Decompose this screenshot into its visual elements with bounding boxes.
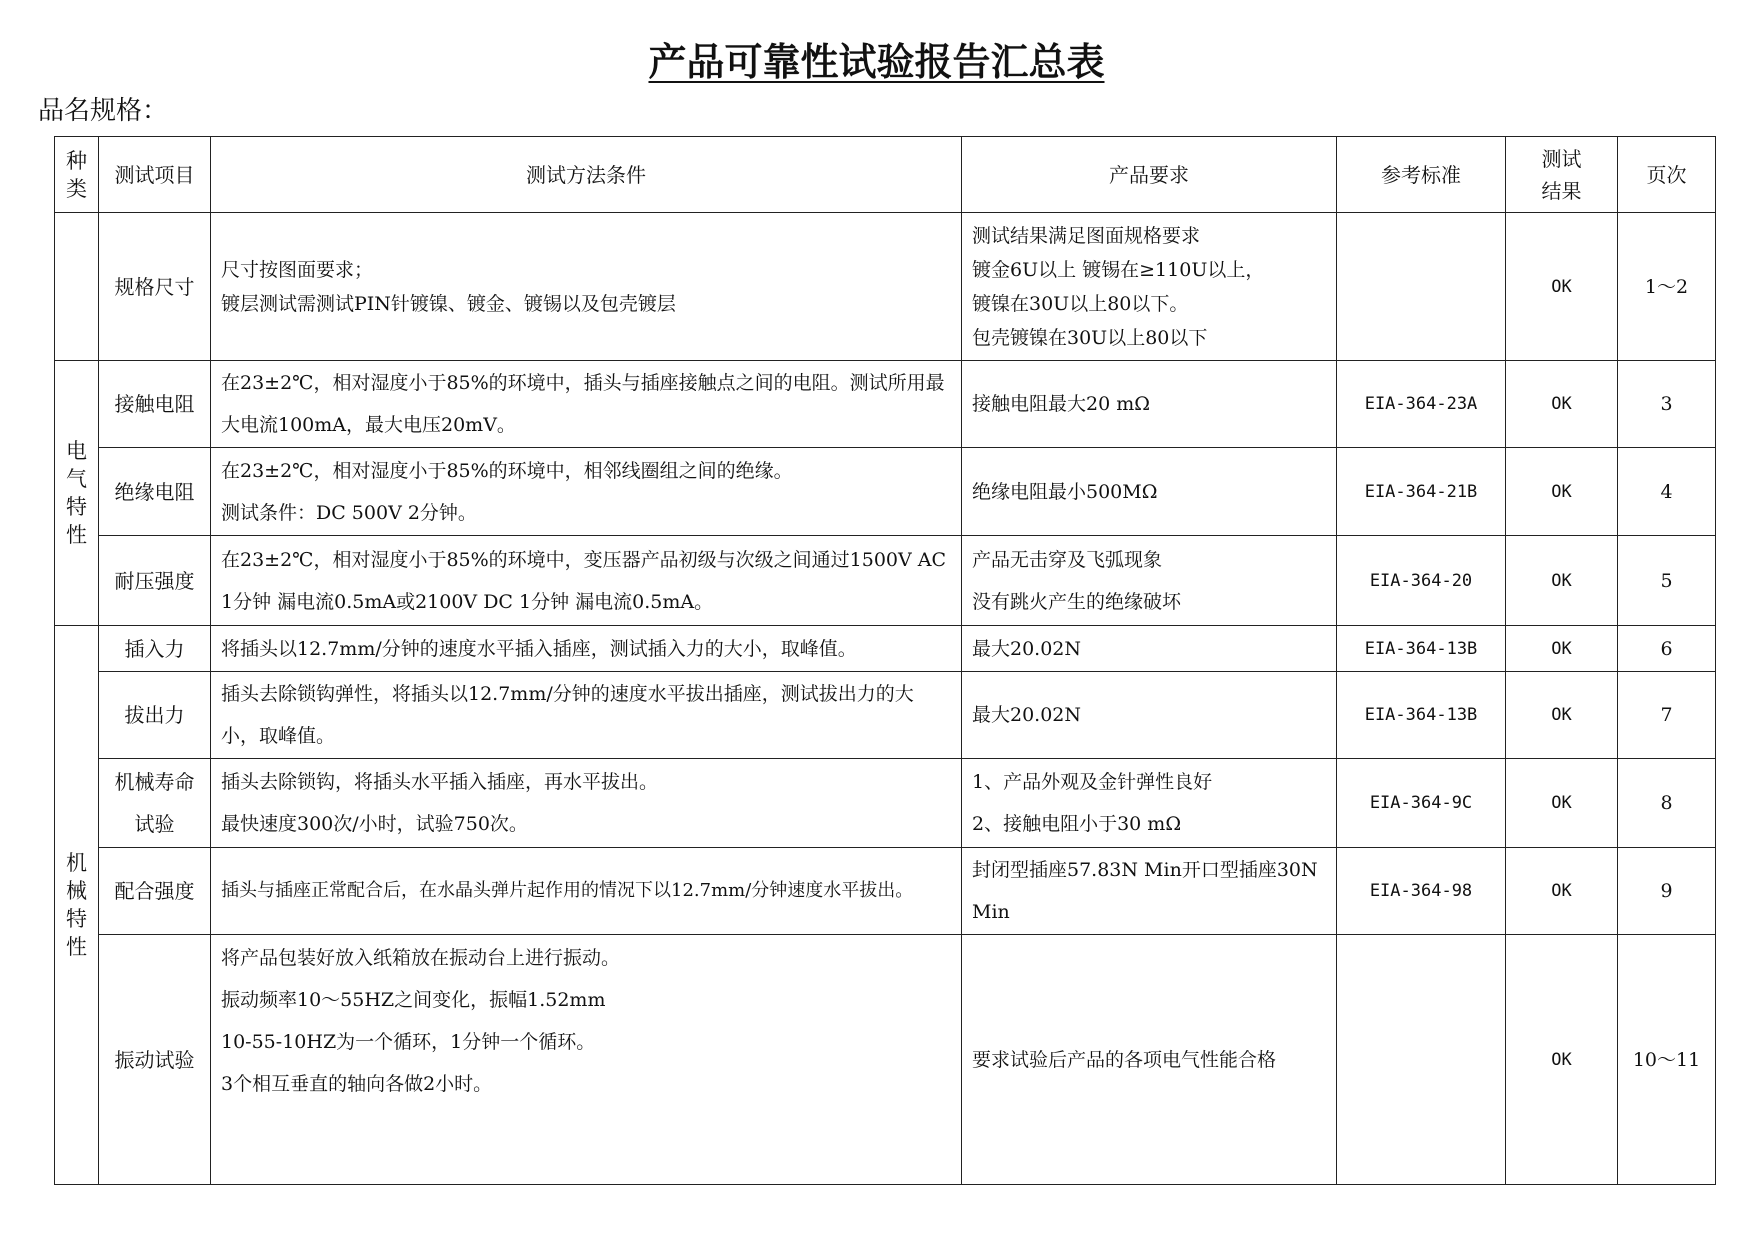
test-method: 在23±2℃，相对湿度小于85%的环境中，相邻线圈组之间的绝缘。 测试条件：DC 500V 2分钟。 <box>211 448 962 536</box>
test-result: OK <box>1506 759 1618 848</box>
page-number: 8 <box>1618 759 1716 848</box>
table-header-row <box>55 137 1716 213</box>
test-result: OK <box>1506 672 1618 759</box>
header-page: 页次 <box>1618 137 1716 213</box>
reference-standard: EIA-364-23A <box>1337 361 1506 448</box>
table-row <box>55 935 1716 1185</box>
test-item: 机械寿命试验 <box>99 759 211 848</box>
page-number: 3 <box>1618 361 1716 448</box>
reference-standard: EIA-364-9C <box>1337 759 1506 848</box>
test-item: 接触电阻 <box>99 361 211 448</box>
reference-standard: EIA-364-13B <box>1337 672 1506 759</box>
table-row <box>55 213 1716 361</box>
test-result: OK <box>1506 935 1618 1185</box>
page-number: 5 <box>1618 536 1716 626</box>
table-row <box>55 672 1716 759</box>
reference-standard <box>1337 213 1506 361</box>
test-method: 插头与插座正常配合后，在水晶头弹片起作用的情况下以12.7mm/分钟速度水平拔出。 <box>211 848 962 935</box>
test-method: 将产品包装好放入纸箱放在振动台上进行振动。 振动频率10～55HZ之间变化，振幅1.52mm 10-55-10HZ为一个循环，1分钟一个循环。 3个相互垂直的轴向各做2小时。 <box>211 935 962 1185</box>
test-method: 尺寸按图面要求； 镀层测试需测试PIN针镀镍、镀金、镀锡以及包壳镀层 <box>211 213 962 361</box>
reference-standard: EIA-364-13B <box>1337 626 1506 672</box>
document-title: 产品可靠性试验报告汇总表 <box>648 39 1105 84</box>
test-result: OK <box>1506 448 1618 536</box>
table-row <box>55 536 1716 626</box>
test-item: 绝缘电阻 <box>99 448 211 536</box>
header-item: 测试项目 <box>99 137 211 213</box>
product-requirement: 产品无击穿及飞弧现象 没有跳火产生的绝缘破坏 <box>962 536 1337 626</box>
product-spec-label: 品名规格： <box>38 96 169 126</box>
table-row <box>55 448 1716 536</box>
test-result: OK <box>1506 213 1618 361</box>
reference-standard: EIA-364-20 <box>1337 536 1506 626</box>
test-method: 在23±2℃，相对湿度小于85%的环境中，变压器产品初级与次级之间通过1500V AC 1分钟 漏电流0.5mA或2100V DC 1分钟 漏电流0.5mA。 <box>211 536 962 626</box>
product-requirement: 最大20.02N <box>962 626 1337 672</box>
test-item: 振动试验 <box>99 935 211 1185</box>
header-result: 测试 结果 <box>1506 137 1618 213</box>
category-mechanical: 机械特性 <box>55 626 99 1185</box>
product-requirement: 测试结果满足图面规格要求 镀金6U以上 镀锡在≥110U以上， 镀镍在30U以上80以下。 包壳镀镍在30U以上80以下 <box>962 213 1337 361</box>
test-item: 耐压强度 <box>99 536 211 626</box>
product-requirement: 绝缘电阻最小500MΩ <box>962 448 1337 536</box>
product-requirement: 最大20.02N <box>962 672 1337 759</box>
category-cell-empty <box>55 213 99 361</box>
page-number: 7 <box>1618 672 1716 759</box>
header-category: 种类 <box>55 137 99 213</box>
reference-standard: EIA-364-21B <box>1337 448 1506 536</box>
table-row <box>55 361 1716 448</box>
page-number: 10～11 <box>1618 935 1716 1185</box>
test-method: 在23±2℃，相对湿度小于85%的环境中，插头与插座接触点之间的电阻。测试所用最大电流100mA，最大电压20mV。 <box>211 361 962 448</box>
product-requirement: 要求试验后产品的各项电气性能合格 <box>962 935 1337 1185</box>
product-requirement: 封闭型插座57.83N Min开口型插座30N Min <box>962 848 1337 935</box>
test-method: 将插头以12.7mm/分钟的速度水平插入插座，测试插入力的大小，取峰值。 <box>211 626 962 672</box>
test-result: OK <box>1506 626 1618 672</box>
header-requirement: 产品要求 <box>962 137 1337 213</box>
table-row <box>55 848 1716 935</box>
test-result: OK <box>1506 848 1618 935</box>
product-requirement: 1、产品外观及金针弹性良好 2、接触电阻小于30 mΩ <box>962 759 1337 848</box>
reference-standard <box>1337 935 1506 1185</box>
table-row <box>55 626 1716 672</box>
test-method: 插头去除锁钩，将插头水平插入插座，再水平拔出。 最快速度300次/小时，试验750次。 <box>211 759 962 848</box>
test-item: 规格尺寸 <box>99 213 211 361</box>
header-method: 测试方法条件 <box>211 137 962 213</box>
test-result: OK <box>1506 361 1618 448</box>
product-requirement: 接触电阻最大20 mΩ <box>962 361 1337 448</box>
test-method: 插头去除锁钩弹性，将插头以12.7mm/分钟的速度水平拔出插座，测试拔出力的大小，取峰值。 <box>211 672 962 759</box>
test-item: 拔出力 <box>99 672 211 759</box>
page-number: 6 <box>1618 626 1716 672</box>
page-number: 9 <box>1618 848 1716 935</box>
test-item: 配合强度 <box>99 848 211 935</box>
test-item: 插入力 <box>99 626 211 672</box>
reference-standard: EIA-364-98 <box>1337 848 1506 935</box>
page-number: 1～2 <box>1618 213 1716 361</box>
page-number: 4 <box>1618 448 1716 536</box>
table-row <box>55 759 1716 848</box>
category-electrical: 电气特性 <box>55 361 99 626</box>
test-result: OK <box>1506 536 1618 626</box>
reliability-test-table <box>54 136 1716 1185</box>
header-standard: 参考标准 <box>1337 137 1506 213</box>
